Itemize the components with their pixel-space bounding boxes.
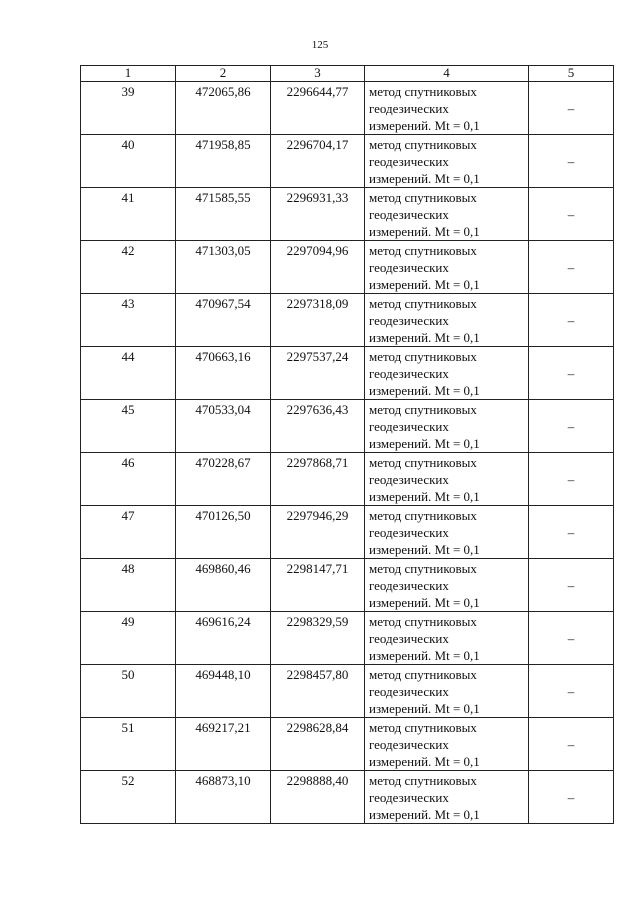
method-line: измерений. Mt = 0,1 <box>369 701 480 716</box>
method-line: геодезических <box>369 684 449 699</box>
table-row <box>81 771 614 824</box>
point-number-cell: 50 <box>81 665 176 718</box>
y-coordinate-cell: 2298888,40 <box>271 771 365 824</box>
x-coordinate-cell: 469217,21 <box>176 718 271 771</box>
y-coordinate-cell: 2296644,77 <box>271 82 365 135</box>
point-number-cell: 47 <box>81 506 176 559</box>
method-cell <box>365 665 529 718</box>
method-line: измерений. Mt = 0,1 <box>369 171 480 186</box>
method-line: метод спутниковых <box>369 296 477 311</box>
method-cell <box>365 771 529 824</box>
method-cell <box>365 559 529 612</box>
header-cell-5: 5 <box>529 66 614 82</box>
x-coordinate-cell: 470228,67 <box>176 453 271 506</box>
page-number: 125 <box>311 39 329 51</box>
method-cell <box>365 82 529 135</box>
method-line: геодезических <box>369 154 449 169</box>
x-coordinate-cell: 471303,05 <box>176 241 271 294</box>
point-number-cell: 41 <box>81 188 176 241</box>
method-line: метод спутниковых <box>369 349 477 364</box>
method-line: метод спутниковых <box>369 773 477 788</box>
header-cell-1: 1 <box>81 66 176 82</box>
y-coordinate-cell: 2297636,43 <box>271 400 365 453</box>
note-cell: – <box>529 135 614 188</box>
method-line: измерений. Mt = 0,1 <box>369 330 480 345</box>
method-line: измерений. Mt = 0,1 <box>369 648 480 663</box>
note-cell: – <box>529 453 614 506</box>
y-coordinate-cell: 2296931,33 <box>271 188 365 241</box>
table-row <box>81 347 614 400</box>
x-coordinate-cell: 470663,16 <box>176 347 271 400</box>
point-number-cell: 51 <box>81 718 176 771</box>
x-coordinate-cell: 469860,46 <box>176 559 271 612</box>
table-row <box>81 135 614 188</box>
method-cell <box>365 506 529 559</box>
y-coordinate-cell: 2298329,59 <box>271 612 365 665</box>
method-line: метод спутниковых <box>369 614 477 629</box>
x-coordinate-cell: 471585,55 <box>176 188 271 241</box>
note-cell: – <box>529 400 614 453</box>
table-row <box>81 453 614 506</box>
method-cell <box>365 347 529 400</box>
table-row <box>81 718 614 771</box>
table-row <box>81 294 614 347</box>
note-cell: – <box>529 82 614 135</box>
point-number-cell: 44 <box>81 347 176 400</box>
note-cell: – <box>529 294 614 347</box>
method-line: геодезических <box>369 472 449 487</box>
note-cell: – <box>529 718 614 771</box>
x-coordinate-cell: 469448,10 <box>176 665 271 718</box>
header-cell-4: 4 <box>365 66 529 82</box>
header-cell-2: 2 <box>176 66 271 82</box>
table-row <box>81 506 614 559</box>
table-header <box>81 66 614 82</box>
method-cell <box>365 294 529 347</box>
method-line: геодезических <box>369 737 449 752</box>
y-coordinate-cell: 2297537,24 <box>271 347 365 400</box>
method-line: измерений. Mt = 0,1 <box>369 224 480 239</box>
method-line: метод спутниковых <box>369 402 477 417</box>
table-body <box>81 82 614 824</box>
method-line: метод спутниковых <box>369 190 477 205</box>
note-cell: – <box>529 241 614 294</box>
y-coordinate-cell: 2298628,84 <box>271 718 365 771</box>
x-coordinate-cell: 470533,04 <box>176 400 271 453</box>
method-line: измерений. Mt = 0,1 <box>369 754 480 769</box>
method-line: метод спутниковых <box>369 720 477 735</box>
note-cell: – <box>529 559 614 612</box>
method-cell <box>365 453 529 506</box>
method-line: измерений. Mt = 0,1 <box>369 542 480 557</box>
point-number-cell: 49 <box>81 612 176 665</box>
x-coordinate-cell: 470126,50 <box>176 506 271 559</box>
method-line: метод спутниковых <box>369 84 477 99</box>
x-coordinate-cell: 469616,24 <box>176 612 271 665</box>
y-coordinate-cell: 2297318,09 <box>271 294 365 347</box>
y-coordinate-cell: 2298457,80 <box>271 665 365 718</box>
method-line: измерений. Mt = 0,1 <box>369 383 480 398</box>
method-line: метод спутниковых <box>369 455 477 470</box>
y-coordinate-cell: 2297946,29 <box>271 506 365 559</box>
method-cell <box>365 241 529 294</box>
header-row <box>81 66 614 82</box>
table-row <box>81 241 614 294</box>
method-cell <box>365 718 529 771</box>
point-number-cell: 46 <box>81 453 176 506</box>
coordinates-table <box>80 65 614 824</box>
method-line: измерений. Mt = 0,1 <box>369 118 480 133</box>
method-line: метод спутниковых <box>369 667 477 682</box>
x-coordinate-cell: 472065,86 <box>176 82 271 135</box>
point-number-cell: 52 <box>81 771 176 824</box>
point-number-cell: 43 <box>81 294 176 347</box>
point-number-cell: 40 <box>81 135 176 188</box>
table-row <box>81 400 614 453</box>
method-line: метод спутниковых <box>369 243 477 258</box>
method-line: метод спутниковых <box>369 561 477 576</box>
method-line: измерений. Mt = 0,1 <box>369 277 480 292</box>
method-cell <box>365 612 529 665</box>
note-cell: – <box>529 347 614 400</box>
table-row <box>81 665 614 718</box>
method-cell <box>365 188 529 241</box>
note-cell: – <box>529 506 614 559</box>
note-cell: – <box>529 665 614 718</box>
point-number-cell: 48 <box>81 559 176 612</box>
method-line: геодезических <box>369 790 449 805</box>
method-line: геодезических <box>369 101 449 116</box>
method-line: измерений. Mt = 0,1 <box>369 595 480 610</box>
method-cell <box>365 400 529 453</box>
y-coordinate-cell: 2297868,71 <box>271 453 365 506</box>
method-line: измерений. Mt = 0,1 <box>369 436 480 451</box>
method-line: геодезических <box>369 260 449 275</box>
method-line: геодезических <box>369 419 449 434</box>
y-coordinate-cell: 2298147,71 <box>271 559 365 612</box>
x-coordinate-cell: 470967,54 <box>176 294 271 347</box>
method-line: геодезических <box>369 313 449 328</box>
y-coordinate-cell: 2296704,17 <box>271 135 365 188</box>
table-row <box>81 188 614 241</box>
x-coordinate-cell: 468873,10 <box>176 771 271 824</box>
method-line: метод спутниковых <box>369 137 477 152</box>
table-row <box>81 559 614 612</box>
table-row <box>81 82 614 135</box>
method-line: геодезических <box>369 525 449 540</box>
note-cell: – <box>529 771 614 824</box>
method-line: геодезических <box>369 207 449 222</box>
point-number-cell: 45 <box>81 400 176 453</box>
x-coordinate-cell: 471958,85 <box>176 135 271 188</box>
method-line: измерений. Mt = 0,1 <box>369 807 480 822</box>
table-row <box>81 612 614 665</box>
note-cell: – <box>529 612 614 665</box>
method-line: геодезических <box>369 366 449 381</box>
y-coordinate-cell: 2297094,96 <box>271 241 365 294</box>
method-line: геодезических <box>369 631 449 646</box>
method-line: геодезических <box>369 578 449 593</box>
point-number-cell: 42 <box>81 241 176 294</box>
note-cell: – <box>529 188 614 241</box>
method-line: метод спутниковых <box>369 508 477 523</box>
method-cell <box>365 135 529 188</box>
point-number-cell: 39 <box>81 82 176 135</box>
header-cell-3: 3 <box>271 66 365 82</box>
method-line: измерений. Mt = 0,1 <box>369 489 480 504</box>
